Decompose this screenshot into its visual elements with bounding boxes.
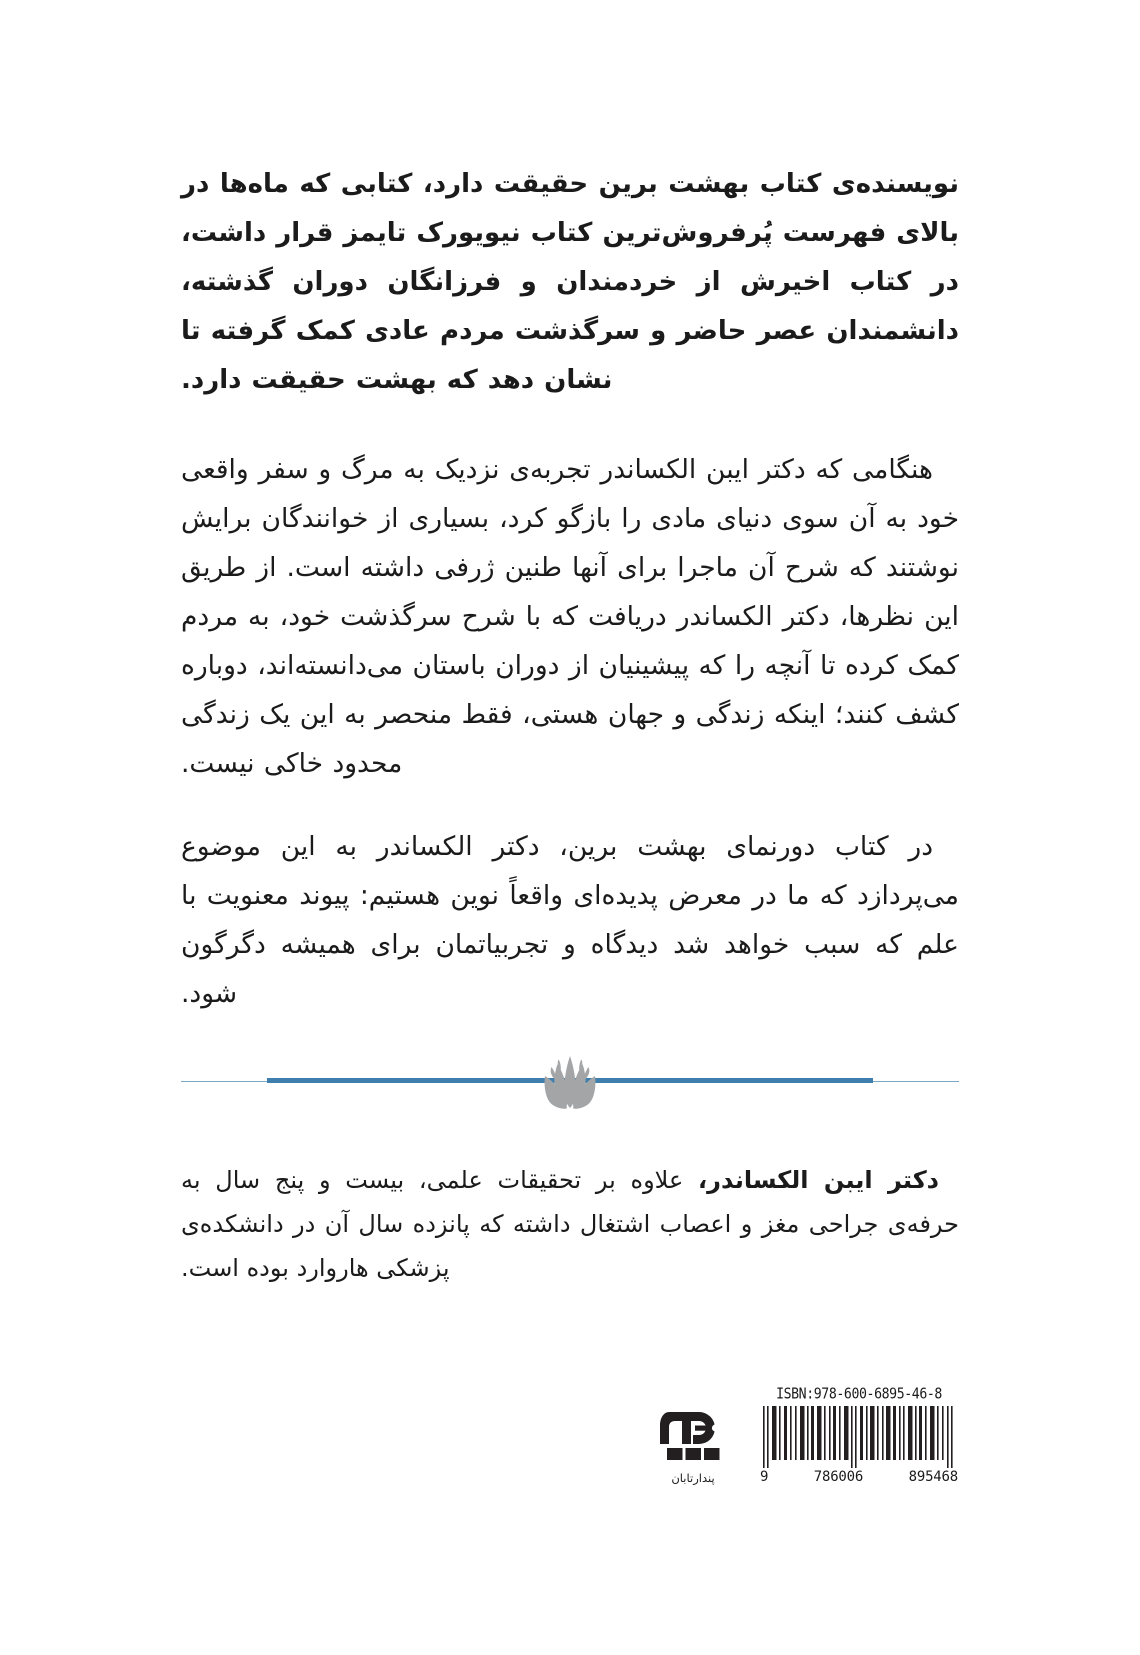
blurb-paragraph-2: هنگامی که دکتر ایبن الکساندر تجربه‌ی نزدیک به مرگ و سفر واقعی خود به آن سوی دنیای مادی را بازگو کرد، بسیاری از خوانندگان برایش نوشتند که شرح آن ماجرا برای آنها طنین ژرفی داشته است. از طریق این نظرها، دکتر الکساندر دریافت که با شرح سرگذشت خود، به مردم کمک کرده تا آنچه را که پیشینیان از دوران باستان می‌دانسته‌اند، دوباره کشف کنند؛ اینکه زندگی و جهان هستی، فقط منحصر به این یک زندگی محدود خاکی نیست. [181,454,959,779]
blurb-paragraph-3: در کتاب دورنمای بهشت برین، دکتر الکساندر به این موضوع می‌پردازد که ما در معرض پدیده‌ای واقعاً نوین هستیم: پیوند معنویت با علم که سبب خواهد شد دیدگاه و تجربیاتمان برای همیشه دگرگون شود. [181,831,959,1009]
ean-left-digit: 9 [760,1469,769,1485]
barcode-block [759,1388,959,1485]
section-divider [181,1052,959,1110]
author-bio [181,1158,959,1290]
publisher-name: پندارتابان [671,1471,715,1485]
ean-group-1: 786006 [813,1469,864,1485]
blurb-paragraph-1: نویسنده‌ی کتاب بهشت برین حقیقت دارد، کتابی که ماه‌ها در بالای فهرست پُرفروش‌ترین کتاب نیویورک تایمز قرار داشت، در کتاب اخیرش از خردمندان و فرزانگان دوران گذشته، دانشمندان عصر حاضر و سرگذشت مردم عادی کمک گرفته تا نشان دهد که بهشت حقیقت دارد. [181,169,959,395]
ean-digits [759,1469,959,1485]
author-name: دکتر ایبن الکساندر، [698,1166,939,1194]
isbn-label: ISBN:978-600-6895-46-8 [776,1386,942,1403]
ean13-barcode-icon [759,1406,959,1468]
footer-inner [645,1388,959,1485]
cover-content [181,160,959,1290]
author-bio-text: علاوه بر تحقیقات علمی، بیست و پنج سال به حرفه‌ی جراحی مغز و اعصاب اشتغال داشته که پانزده سال آن در دانشکده‌ی پزشکی هاروارد بوده است. [181,1166,959,1282]
lotus-flower-icon [524,1052,616,1110]
publisher-block [645,1392,741,1485]
publisher-logo-icon [656,1392,730,1466]
ean-group-2: 895468 [908,1469,958,1485]
cover-footer [181,1355,959,1485]
